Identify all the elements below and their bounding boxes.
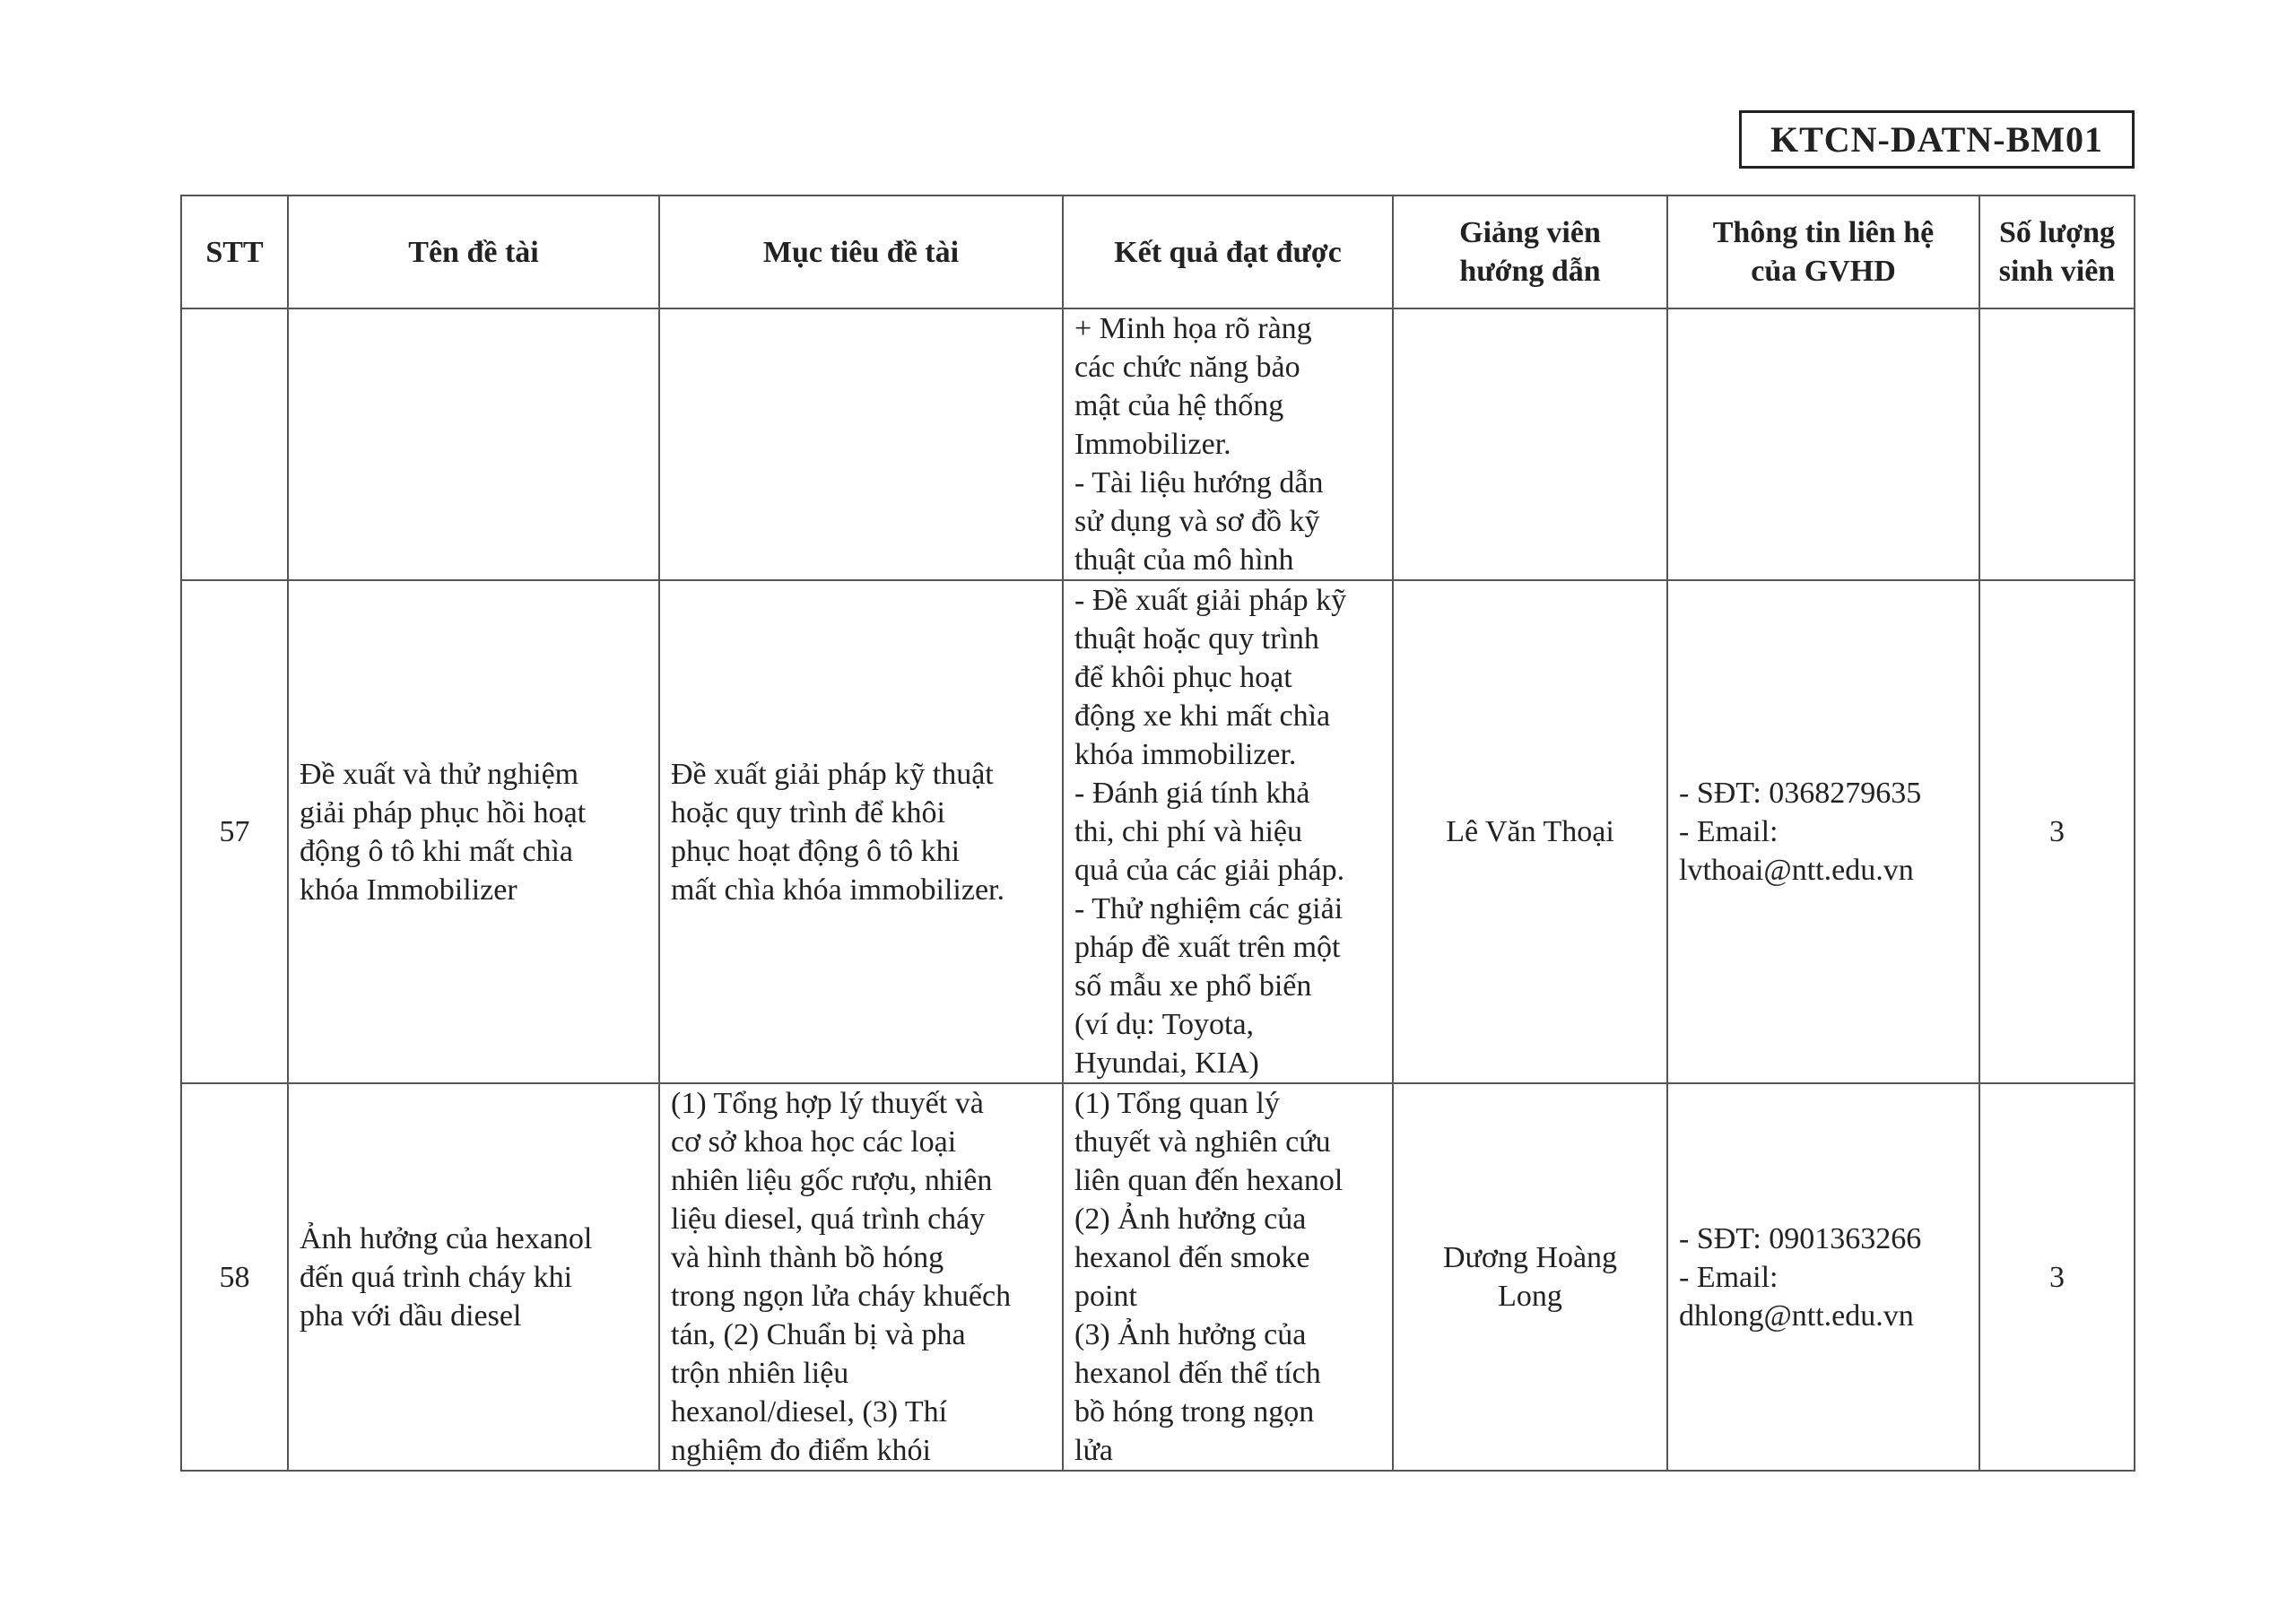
col-header-title	[288, 195, 659, 308]
text-line: - Tài liệu hướng dẫn	[1074, 466, 1324, 499]
text-line: Giảng viên	[1459, 216, 1601, 249]
cell-results	[1063, 1083, 1393, 1471]
col-header-contact	[1667, 195, 1979, 308]
text-line: (3) Ảnh hưởng của	[1074, 1318, 1307, 1351]
col-header-students	[1979, 195, 2135, 308]
text-line: liên quan đến hexanol	[1074, 1164, 1344, 1197]
cell-objective	[659, 580, 1063, 1083]
text-line: STT	[205, 235, 264, 269]
text-line: + Minh họa rõ ràng	[1074, 312, 1312, 345]
text-line: cơ sở khoa học các loại	[671, 1125, 957, 1159]
cell-stt	[181, 308, 288, 580]
text-line: tán, (2) Chuẩn bị và pha	[671, 1318, 966, 1351]
text-line: trộn nhiên liệu	[671, 1357, 849, 1390]
cell-title	[288, 308, 659, 580]
text-line: của GVHD	[1751, 255, 1896, 288]
text-line: Thông tin liên hệ	[1712, 216, 1935, 249]
cell-objective	[659, 1083, 1063, 1471]
text-line: số mẫu xe phổ biến	[1074, 969, 1312, 1003]
text-line: Đề xuất giải pháp kỹ thuật	[671, 757, 994, 791]
text-line: (1) Tổng quan lý	[1074, 1087, 1280, 1120]
table-row	[181, 580, 2135, 1083]
text-line: bồ hóng trong ngọn	[1074, 1395, 1315, 1429]
text-line: phục hoạt động ô tô khi	[671, 834, 961, 868]
text-line: thuật của mô hình	[1074, 543, 1294, 577]
text-line: - SĐT: 0368279635	[1679, 777, 1922, 810]
text-line: để khôi phục hoạt	[1074, 661, 1292, 694]
col-header-stt	[181, 195, 288, 308]
text-line: hexanol đến thể tích	[1074, 1357, 1321, 1390]
text-line: dhlong@ntt.edu.vn	[1679, 1298, 1914, 1333]
text-line: (2) Ảnh hưởng của	[1074, 1203, 1307, 1236]
text-line: - Đề xuất giải pháp kỹ	[1074, 584, 1347, 617]
text-line: thuật hoặc quy trình	[1074, 622, 1319, 656]
text-line: lửa	[1074, 1434, 1113, 1467]
cell-advisor	[1393, 1083, 1667, 1471]
text-line: Ảnh hưởng của hexanol	[300, 1221, 593, 1255]
cell-students: 3	[1979, 580, 2135, 1083]
text-line: và hình thành bồ hóng	[671, 1241, 944, 1274]
table-header-row	[181, 195, 2135, 308]
form-code: KTCN-DATN-BM01	[1739, 110, 2135, 169]
text-line: giải pháp phục hồi hoạt	[300, 795, 587, 829]
text-line: - Email:	[1679, 1260, 1779, 1294]
text-line: hexanol đến smoke	[1074, 1241, 1310, 1274]
text-line: Mục tiêu đề tài	[762, 235, 960, 269]
text-line: Tên đề tài	[408, 235, 539, 269]
text-line: point	[1074, 1280, 1137, 1313]
text-line: thuyết và nghiên cứu	[1074, 1125, 1331, 1159]
cell-title	[288, 580, 659, 1083]
cell-contact	[1667, 1083, 1979, 1471]
cell-title	[288, 1083, 659, 1471]
text-line: - Thử nghiệm các giải	[1074, 892, 1344, 925]
table-row	[181, 308, 2135, 580]
text-line: sinh viên	[1998, 255, 2116, 288]
text-line: Đề xuất và thử nghiệm	[300, 757, 579, 791]
text-line: hexanol/diesel, (3) Thí	[671, 1395, 948, 1429]
cell-students	[1979, 308, 2135, 580]
text-line: quả của các giải pháp.	[1074, 854, 1345, 887]
text-line: Dương Hoàng	[1442, 1241, 1618, 1274]
col-header-objective	[659, 195, 1063, 308]
text-line: liệu diesel, quá trình cháy	[671, 1203, 986, 1236]
col-header-advisor	[1393, 195, 1667, 308]
text-line: pha với dầu diesel	[300, 1298, 522, 1333]
text-line: Lê Văn Thoại	[1446, 815, 1614, 848]
cell-advisor	[1393, 580, 1667, 1083]
text-line: thi, chi phí và hiệu	[1074, 815, 1303, 848]
text-line: nhiên liệu gốc rượu, nhiên	[671, 1164, 993, 1197]
cell-results	[1063, 308, 1393, 580]
text-line: động ô tô khi mất chìa	[300, 834, 574, 868]
text-line: Immobilizer.	[1074, 428, 1231, 461]
text-line: khóa immobilizer.	[1074, 738, 1297, 771]
text-line: hướng dẫn	[1459, 255, 1601, 288]
topics-table	[180, 195, 2135, 1472]
cell-results	[1063, 580, 1393, 1083]
text-line: khóa Immobilizer	[300, 873, 517, 907]
text-line: trong ngọn lửa cháy khuếch	[671, 1280, 1012, 1313]
text-line: - SĐT: 0901363266	[1679, 1221, 1922, 1255]
text-line: lvthoai@ntt.edu.vn	[1679, 854, 1914, 887]
text-line: pháp đề xuất trên một	[1074, 931, 1341, 964]
text-line: động xe khi mất chìa	[1074, 699, 1331, 733]
cell-contact	[1667, 580, 1979, 1083]
text-line: sử dụng và sơ đồ kỹ	[1074, 505, 1320, 538]
text-line: (ví dụ: Toyota,	[1074, 1008, 1255, 1041]
cell-stt: 58	[181, 1083, 288, 1471]
text-line: mật của hệ thống	[1074, 389, 1284, 422]
table-row	[181, 1083, 2135, 1471]
text-line: đến quá trình cháy khi	[300, 1260, 573, 1294]
text-line: (1) Tổng hợp lý thuyết và	[671, 1087, 984, 1120]
cell-students: 3	[1979, 1083, 2135, 1471]
text-line: hoặc quy trình để khôi	[671, 795, 945, 829]
text-line: Số lượng	[1999, 216, 2115, 249]
text-line: mất chìa khóa immobilizer.	[671, 873, 1005, 907]
col-header-results	[1063, 195, 1393, 308]
text-line: - Email:	[1679, 815, 1779, 848]
text-line: Long	[1498, 1280, 1562, 1313]
text-line: - Đánh giá tính khả	[1074, 777, 1310, 810]
text-line: các chức năng bảo	[1074, 351, 1300, 384]
cell-objective	[659, 308, 1063, 580]
cell-contact	[1667, 308, 1979, 580]
text-line: Hyundai, KIA)	[1074, 1046, 1259, 1080]
cell-stt: 57	[181, 580, 288, 1083]
cell-advisor	[1393, 308, 1667, 580]
text-line: nghiệm đo điểm khói	[671, 1434, 931, 1467]
text-line: Kết quả đạt được	[1114, 235, 1342, 269]
